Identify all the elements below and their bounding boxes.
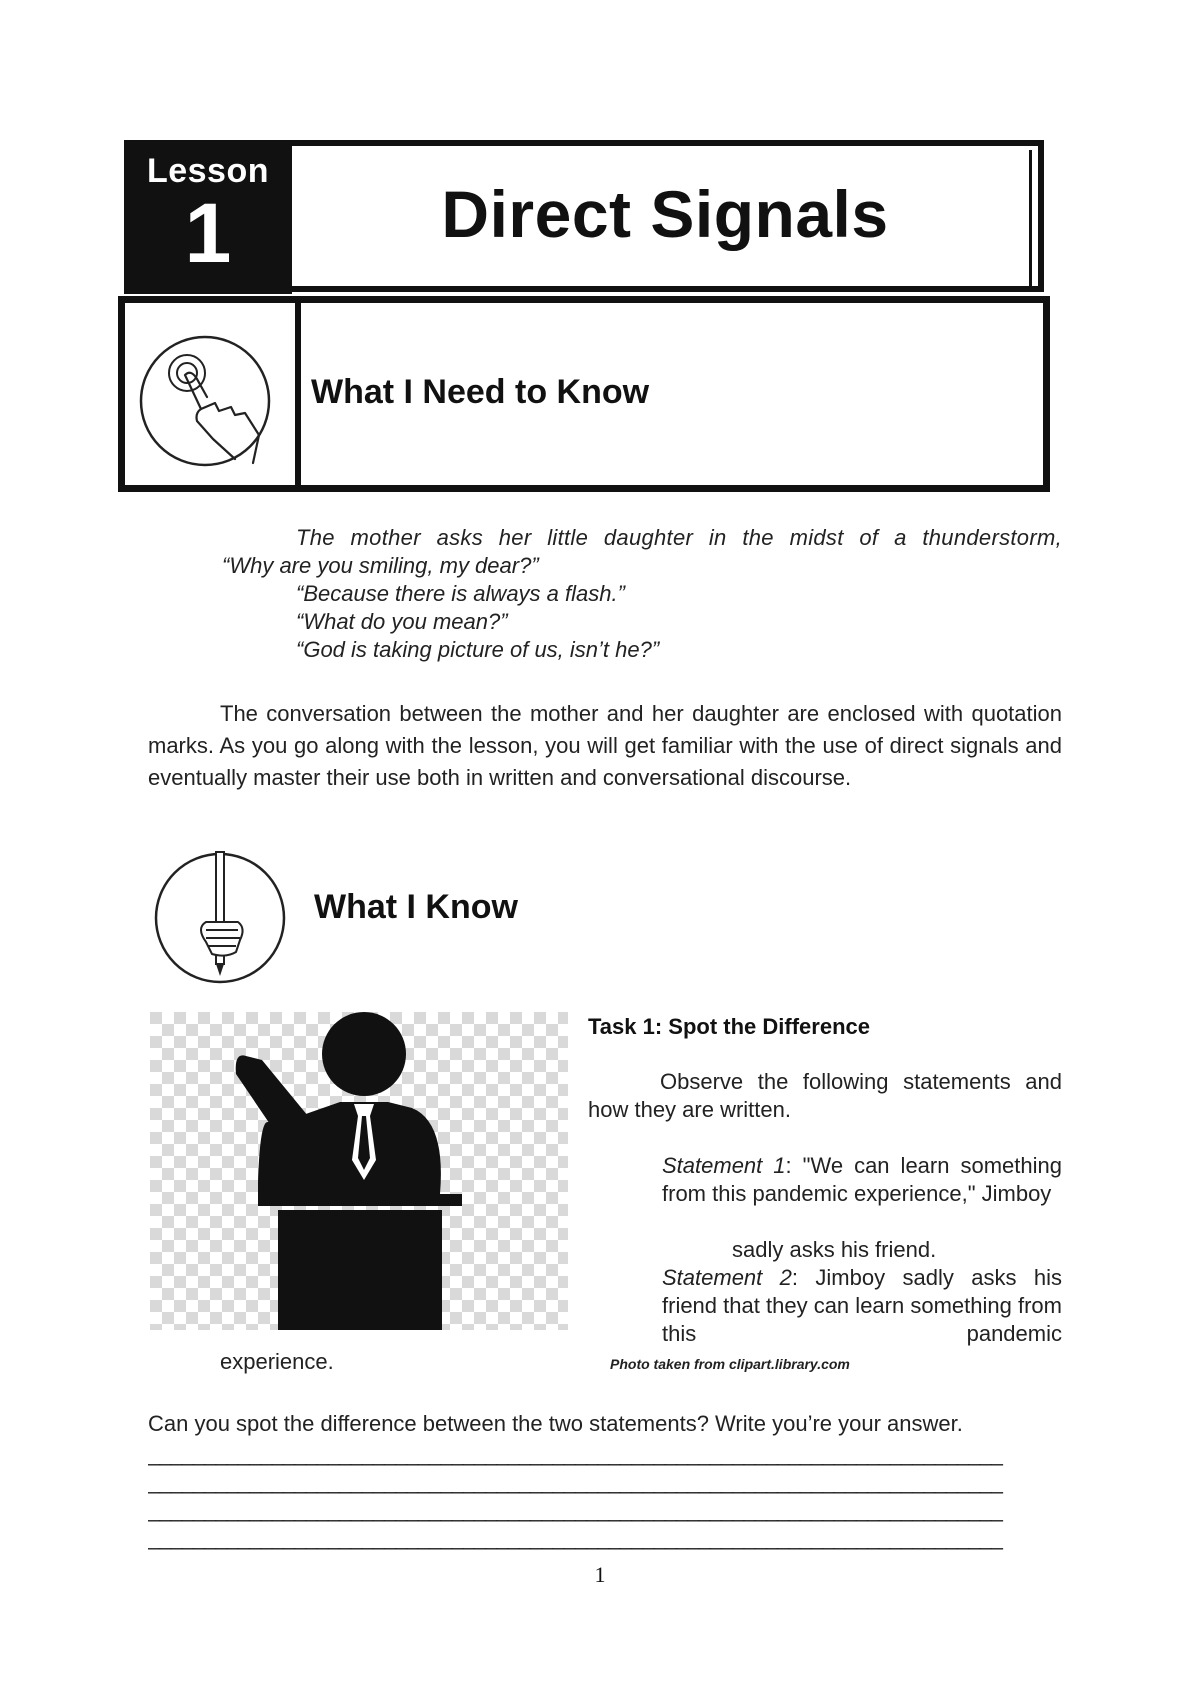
answer-area[interactable] (148, 1440, 1060, 1552)
answer-line[interactable]: ____________________________________________________________________________ (148, 1525, 1002, 1550)
statement-1 (662, 1152, 1062, 1208)
dialogue-line: “What do you mean?” (296, 609, 508, 634)
what-i-know-heading: What I Know (314, 888, 518, 926)
lesson-number: 1 (184, 186, 232, 280)
statement-2 (662, 1264, 1062, 1348)
statement-2-label: Statement 2 (662, 1265, 792, 1290)
task-title: Task 1: Spot the Difference (588, 1014, 870, 1039)
statement-1-text: : "We can learn something from this pandemic experience," Jimboy (662, 1153, 1062, 1206)
dialogue-line: “Why are you smiling, my dear?” (222, 553, 539, 578)
pointing-hand-icon (135, 323, 285, 473)
photo-credit: Photo taken from clipart.library.com (610, 1356, 850, 1372)
answer-line[interactable]: ____________________________________________________________________________ (148, 1441, 1002, 1466)
what-i-need-to-know-box (118, 296, 1050, 492)
answer-line[interactable]: ____________________________________________________________________________ (148, 1469, 1002, 1494)
page-number: 1 (594, 1562, 606, 1587)
dialogue-line: “God is taking picture of us, isn’t he?” (296, 637, 660, 662)
page-title: Direct Signals (441, 177, 889, 251)
statement-2-continued: experience. (220, 1349, 334, 1374)
dialogue-line: “Because there is always a flash.” (296, 581, 625, 606)
title-box (292, 140, 1044, 292)
statement-2-text: : Jimboy sadly asks his friend that they can learn something from this pandemic (662, 1265, 1062, 1346)
what-i-need-to-know-heading: What I Need to Know (311, 373, 650, 411)
question: Can you spot the difference between the two statements? Write you’re your answer. (148, 1411, 963, 1436)
dialogue (222, 524, 1062, 664)
answer-line[interactable]: ____________________________________________________________________________ (148, 1497, 1002, 1522)
statement-1-continued: sadly asks his friend. (732, 1237, 937, 1262)
statement-1-label: Statement 1 (662, 1153, 786, 1178)
dialogue-line: The mother asks her little daughter in the midst of a thunderstorm, (296, 525, 1062, 550)
intro-paragraph: The conversation between the mother and her daughter are enclosed with quotation marks. As you go along with the lesson, you will get familiar with the use of direct signals and eventually master their use both in written and conversational discourse. (148, 701, 1062, 790)
task-instruction: Observe the following statements and how they are written. (588, 1069, 1062, 1122)
box-divider (295, 303, 301, 485)
lesson-word: Lesson (146, 152, 270, 190)
lesson-badge (124, 140, 292, 294)
hand-holding-pencil-icon (146, 846, 296, 988)
speaker-at-podium-icon (150, 1012, 568, 1330)
